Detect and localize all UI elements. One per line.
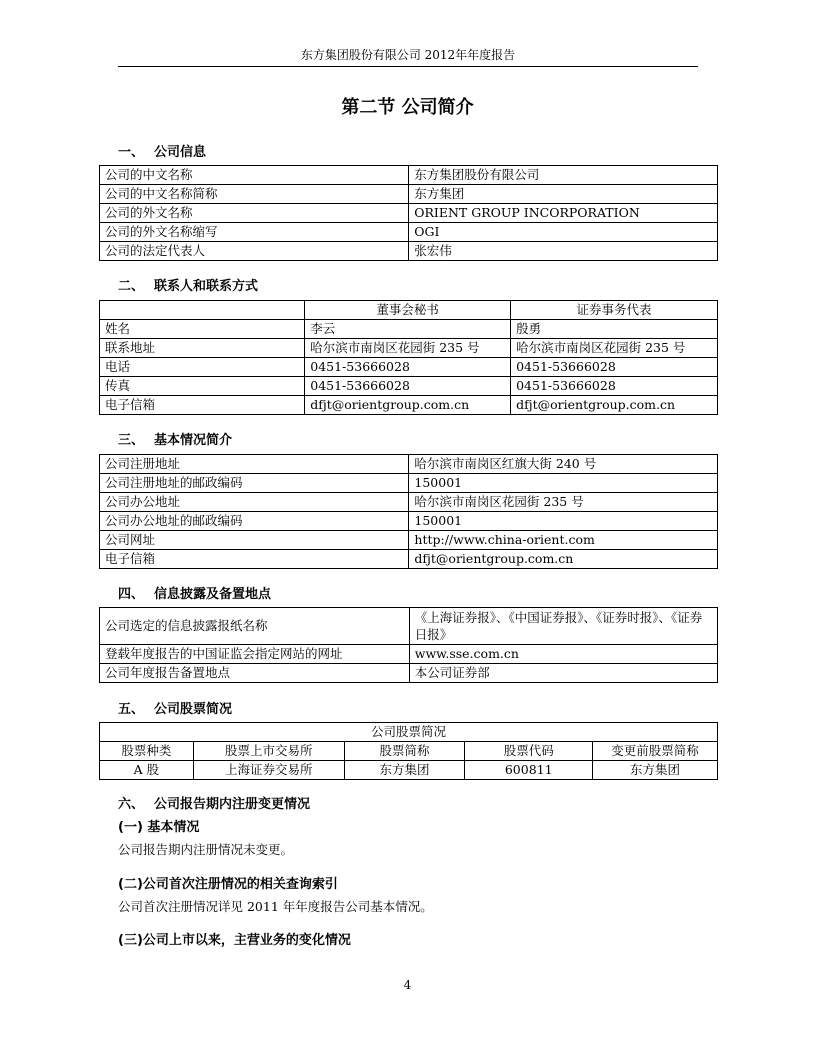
- page-number: 4: [403, 978, 412, 992]
- field-value: 哈尔滨市南岗区花园街 235 号: [511, 339, 718, 358]
- stock-type: A 股: [100, 761, 194, 780]
- company-info-table: [99, 165, 718, 261]
- field-value: 哈尔滨市南岗区红旗大街 240 号: [409, 455, 718, 474]
- field-value: 哈尔滨市南岗区花园街 235 号: [409, 493, 718, 512]
- table-header-row: [100, 301, 718, 320]
- field-label: 登载年度报告的中国证监会指定网站的网址: [100, 645, 410, 664]
- header-cell: 股票种类: [100, 742, 194, 761]
- field-label: 公司的外文名称: [100, 204, 409, 223]
- table-row: [100, 185, 718, 204]
- field-value: 东方集团股份有限公司: [409, 166, 718, 185]
- field-value: dfjt@orientgroup.com.cn: [409, 550, 718, 569]
- table-row: [100, 223, 718, 242]
- table-row: [100, 455, 718, 474]
- field-value: ORIENT GROUP INCORPORATION: [409, 204, 718, 223]
- field-value: 0451-53666028: [305, 358, 511, 377]
- section-number: 四、: [118, 587, 145, 602]
- disclosure-table: [99, 607, 718, 683]
- header-cell: 股票代码: [465, 742, 593, 761]
- header-rule: [118, 66, 698, 67]
- field-label: 联系地址: [100, 339, 305, 358]
- field-label: 公司办公地址的邮政编码: [100, 512, 409, 531]
- field-value: 哈尔滨市南岗区花园街 235 号: [305, 339, 511, 358]
- section-title: 基本情况简介: [154, 433, 233, 448]
- field-value: 张宏伟: [409, 242, 718, 261]
- running-header: 东方集团股份有限公司 2012年年度报告: [300, 48, 516, 62]
- field-label: 公司网址: [100, 531, 409, 550]
- header-cell: 董事会秘书: [305, 301, 511, 320]
- section-number: 一、: [118, 145, 145, 160]
- field-label: 电话: [100, 358, 305, 377]
- section-title: 公司信息: [154, 145, 207, 160]
- subsection-heading: (一) 基本情况: [118, 820, 200, 835]
- field-value: 本公司证券部: [409, 664, 717, 683]
- subsection-heading: (三)公司上市以来，主营业务的变化情况: [118, 933, 351, 948]
- field-value: dfjt@orientgroup.com.cn: [305, 396, 511, 415]
- table-row: [100, 474, 718, 493]
- field-value: 0451-53666028: [511, 358, 718, 377]
- section-heading-stock: [118, 701, 232, 719]
- field-label: 公司的中文名称简称: [100, 185, 409, 204]
- field-value: 0451-53666028: [305, 377, 511, 396]
- stock-table: [99, 722, 718, 780]
- table-row: [100, 608, 718, 645]
- field-value: 殷勇: [511, 320, 718, 339]
- table-row: [100, 664, 718, 683]
- header-cell: [100, 301, 305, 320]
- field-value: 李云: [305, 320, 511, 339]
- stock-code: 600811: [465, 761, 593, 780]
- field-label: 姓名: [100, 320, 305, 339]
- field-label: 公司的中文名称: [100, 166, 409, 185]
- section-title: 公司股票简况: [154, 702, 233, 717]
- section-title: 信息披露及备置地点: [154, 587, 272, 602]
- paragraph: 公司首次注册情况详见 2011 年年度报告公司基本情况。: [118, 899, 433, 914]
- basic-info-table: [99, 454, 718, 569]
- header-cell: 证券事务代表: [511, 301, 718, 320]
- table-caption-row: [100, 723, 718, 742]
- page-title: 第二节 公司简介: [341, 97, 474, 118]
- table-row: [100, 339, 718, 358]
- field-value: 东方集团: [409, 185, 718, 204]
- table-caption: 公司股票简况: [100, 723, 718, 742]
- table-row: [100, 320, 718, 339]
- section-heading-basic-info: [118, 432, 232, 450]
- table-row: [100, 531, 718, 550]
- section-title: 联系人和联系方式: [154, 279, 259, 294]
- field-label: 公司年度报告备置地点: [100, 664, 410, 683]
- field-label: 传真: [100, 377, 305, 396]
- table-row: [100, 550, 718, 569]
- field-label: 电子信箱: [100, 550, 409, 569]
- field-label: 公司注册地址的邮政编码: [100, 474, 409, 493]
- field-value: 《上海证券报》、《中国证券报》、《证券时报》、《证券日报》: [409, 608, 717, 645]
- field-value: 150001: [409, 512, 718, 531]
- section-heading-contacts: [118, 278, 258, 296]
- section-number: 三、: [118, 433, 145, 448]
- table-row: [100, 645, 718, 664]
- table-row: [100, 493, 718, 512]
- section-title: 公司报告期内注册变更情况: [154, 797, 311, 812]
- table-row: [100, 396, 718, 415]
- section-number: 六、: [118, 797, 145, 812]
- field-value: www.sse.com.cn: [409, 645, 717, 664]
- field-value: 150001: [409, 474, 718, 493]
- field-value: OGI: [409, 223, 718, 242]
- stock-abbr: 东方集团: [344, 761, 465, 780]
- table-row: [100, 204, 718, 223]
- header-cell: 股票简称: [344, 742, 465, 761]
- table-header-row: [100, 742, 718, 761]
- field-label: 公司办公地址: [100, 493, 409, 512]
- stock-exchange: 上海证券交易所: [193, 761, 344, 780]
- field-label: 电子信箱: [100, 396, 305, 415]
- header-cell: 变更前股票简称: [593, 742, 718, 761]
- subsection-heading: (二)公司首次注册情况的相关查询索引: [118, 877, 338, 892]
- paragraph: 公司报告期内注册情况未变更。: [118, 842, 294, 857]
- field-value: dfjt@orientgroup.com.cn: [511, 396, 718, 415]
- section-heading-company-info: [118, 144, 206, 162]
- table-row: [100, 242, 718, 261]
- field-label: 公司选定的信息披露报纸名称: [100, 608, 410, 645]
- table-row: [100, 512, 718, 531]
- section-number: 五、: [118, 702, 145, 717]
- table-row: [100, 377, 718, 396]
- header-cell: 股票上市交易所: [193, 742, 344, 761]
- field-label: 公司的法定代表人: [100, 242, 409, 261]
- field-label: 公司注册地址: [100, 455, 409, 474]
- field-value: http://www.china-orient.com: [409, 531, 718, 550]
- section-number: 二、: [118, 279, 145, 294]
- table-row: [100, 166, 718, 185]
- table-row: [100, 358, 718, 377]
- table-row: [100, 761, 718, 780]
- section-heading-registration-changes: [118, 796, 310, 814]
- contacts-table: [99, 300, 718, 415]
- section-heading-disclosure: [118, 586, 271, 604]
- field-value: 0451-53666028: [511, 377, 718, 396]
- former-stock-abbr: 东方集团: [593, 761, 718, 780]
- field-label: 公司的外文名称缩写: [100, 223, 409, 242]
